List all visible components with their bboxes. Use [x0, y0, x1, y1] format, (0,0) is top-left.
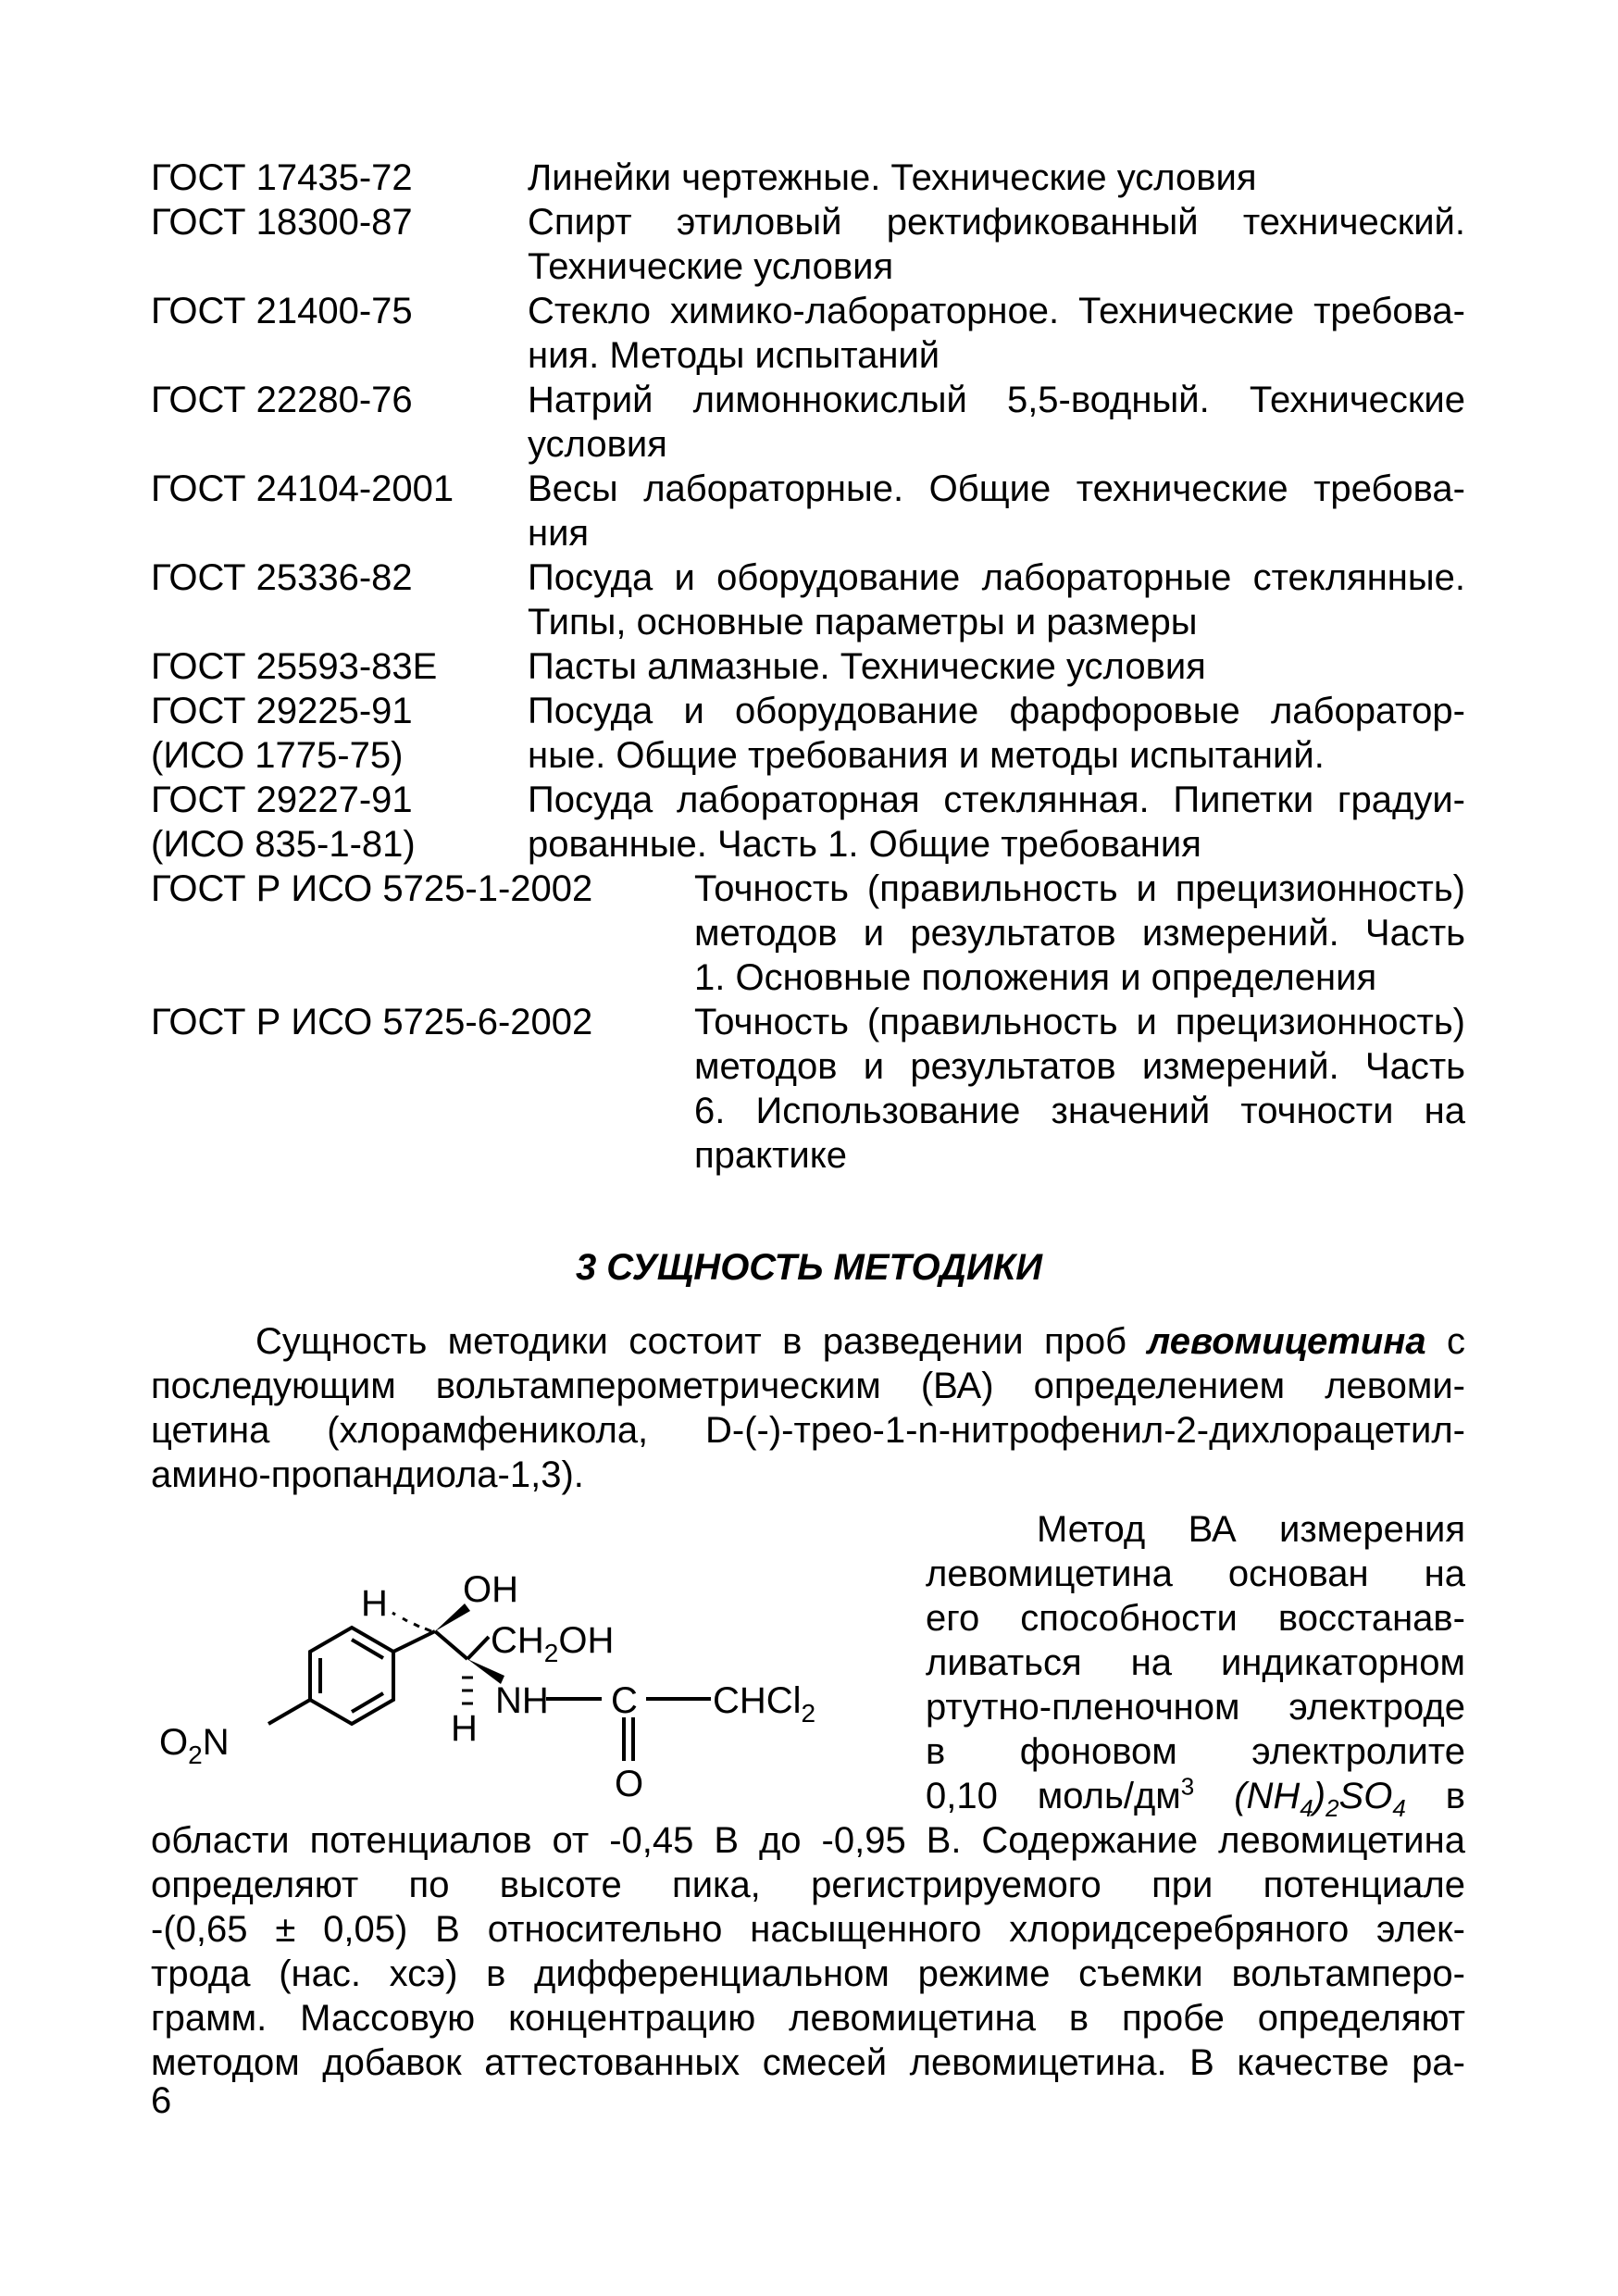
side-line-7: 0,10 моль/$дм^3$ $(NH_4)_2SO_4$ в [926, 1772, 1465, 1822]
benzene-ring [310, 1628, 393, 1724]
o2n-label: $O_2N$ [159, 1722, 230, 1769]
standard-code-line: ГОСТ 18300-87 [151, 202, 413, 243]
side-line-5: ртутно-пленочном электроде [926, 1687, 1465, 1728]
intro-paragraph [151, 1319, 1465, 1497]
standard-code-line: (ИСО 835-1-81) [151, 824, 416, 865]
standard-code-line: ГОСТ 24104-2001 [151, 468, 454, 509]
side-line-1: Метод ВА измерения [1037, 1509, 1465, 1550]
standard-row [151, 378, 1465, 467]
ch2oh-label: $CH_2OH$ [491, 1620, 615, 1667]
standard-code [151, 200, 413, 244]
standard-description [694, 1000, 1465, 1178]
method-side-text [926, 1507, 1465, 1822]
standard-code [151, 156, 413, 200]
body-line: -(0,65 ± 0,05) В относительно насыщенного хлоридсеребряного элек- [151, 1909, 1465, 1950]
body-line: области потенциалов от -0,45 В до -0,95 В. Содержание левомицетина [151, 1820, 1465, 1861]
standard-description [528, 200, 1465, 289]
standard-row [151, 644, 1465, 689]
standard-code-line: ГОСТ 29225-91 [151, 691, 413, 731]
intro-line-4: амино-пропандиола-1,3). [151, 1454, 584, 1495]
standard-code [151, 555, 413, 600]
standard-row [151, 467, 1465, 555]
standard-code-line: (ИСО 1775-75) [151, 735, 404, 776]
standard-description [528, 289, 1465, 378]
side-line-2: левомицетина основан на [926, 1554, 1465, 1594]
standard-code-line: ГОСТ 25593-83Е [151, 646, 438, 687]
standard-code [151, 1000, 592, 1044]
bonds [268, 1631, 711, 1761]
nh-label: NH [495, 1680, 549, 1721]
standard-row [151, 200, 1465, 289]
standard-code-line: ГОСТ 29227-91 [151, 780, 413, 820]
standard-description-line: ные. Общие требования и методы испытаний. [528, 735, 1325, 776]
standard-description-line: Весы лабораторные. Общие технические требова- [528, 468, 1465, 509]
standard-row [151, 555, 1465, 644]
side-line-3: его способности восстанав- [926, 1598, 1465, 1639]
standard-description-line: 1. Основные положения и определения [694, 957, 1377, 998]
standard-description-line: Стекло химико-лабораторное. Технические требова- [528, 291, 1465, 331]
side-line-6: в фоновом электролите [926, 1731, 1465, 1772]
standard-description-line: Точность (правильность и прецизионность) [694, 1002, 1465, 1042]
standard-code [151, 778, 416, 867]
standard-description-line: Посуда и оборудование фарфоровые лаборатор- [528, 691, 1465, 731]
standard-description [528, 778, 1465, 867]
standard-description-line: практике [694, 1135, 847, 1176]
standard-description [528, 689, 1465, 778]
standard-description-line: методов и результатов измерений. Часть [694, 1046, 1465, 1087]
standard-description [528, 156, 1465, 200]
standard-description-line: Посуда лабораторная стеклянная. Пипетки градуи- [528, 780, 1465, 820]
c-label: C [611, 1680, 638, 1721]
intro-line-1: Сущность методики состоит в разведении проб левомицетина с [255, 1321, 1465, 1362]
oh-label: OH [463, 1569, 518, 1610]
standard-code [151, 644, 437, 689]
standard-description-line: условия [528, 424, 667, 465]
standard-row [151, 156, 1465, 200]
section-title: 3 СУЩНОСТЬ МЕТОДИКИ [575, 1247, 1043, 1288]
standard-code-line: ГОСТ 17435-72 [151, 157, 413, 198]
standard-description-line: Натрий лимоннокислый 5,5-водный. Технические [528, 380, 1465, 420]
standard-row [151, 778, 1465, 867]
method-paragraph [151, 1818, 1465, 2085]
standard-row [151, 867, 1465, 1000]
standard-description [528, 467, 1465, 555]
standard-code [151, 689, 413, 778]
standard-description-line: Пасты алмазные. Технические условия [528, 646, 1206, 687]
standard-description [528, 378, 1465, 467]
body-line: методом добавок аттестованных смесей левомицетина. В качестве ра- [151, 2042, 1465, 2083]
hashed-bonds [392, 1613, 473, 1703]
h-bottom-label: H [451, 1708, 478, 1749]
standard-code [151, 289, 413, 333]
standards-list [151, 156, 1465, 1178]
standard-code [151, 378, 413, 422]
standard-description-line: Точность (правильность и прецизионность) [694, 868, 1465, 909]
intro-line-3: цетина (хлорамфеникола, D-(-)-трео-1-n-нитрофенил-2-дихлорацетил- [151, 1410, 1465, 1451]
standard-row [151, 289, 1465, 378]
page-number: 6 [151, 2080, 172, 2121]
substance-name: левомицетина [1147, 1321, 1426, 1362]
body-line: грамм. Массовую концентрацию левомицетина в пробе определяют [151, 1998, 1465, 2039]
standard-description-line: рованные. Часть 1. Общие требования [528, 824, 1201, 865]
standard-description-line: ния. Методы испытаний [528, 335, 940, 376]
body-line: трода (нас. хсэ) в дифференциальном режиме съемки вольтамперо- [151, 1953, 1465, 1994]
standard-description [528, 644, 1465, 689]
body-line: определяют по высоте пика, регистрируемого при потенциале [151, 1865, 1465, 1905]
standard-row [151, 1000, 1465, 1178]
side-line-4: ливаться на индикаторном [926, 1642, 1465, 1683]
standard-description-line: Спирт этиловый ректификованный технический. [528, 202, 1465, 243]
chloramphenicol-structure [139, 1518, 916, 1815]
standard-description-line: 6. Использование значений точности на [694, 1091, 1465, 1131]
standard-code-line: ГОСТ 25336-82 [151, 557, 413, 598]
standard-description [528, 555, 1465, 644]
standard-code-line: ГОСТ 21400-75 [151, 291, 413, 331]
electrolyte-formula: $(NH_4)_2SO_4$ [1234, 1776, 1406, 1822]
standard-row [151, 689, 1465, 778]
standard-code-line: ГОСТ Р ИСО 5725-6-2002 [151, 1002, 593, 1042]
standard-description [694, 867, 1465, 1000]
standard-description-line: методов и результатов измерений. Часть [694, 913, 1465, 954]
standard-description-line: Типы, основные параметры и размеры [528, 602, 1198, 643]
o-label: O [615, 1764, 644, 1804]
chcl2-label: CHCl$_2$ [713, 1680, 816, 1728]
standard-description-line: Линейки чертежные. Технические условия [528, 157, 1257, 198]
standard-code-line: ГОСТ Р ИСО 5725-1-2002 [151, 868, 593, 909]
standard-code-line: ГОСТ 22280-76 [151, 380, 413, 420]
intro-line-2: последующим вольтамперометрическим (ВА) определением левоми- [151, 1366, 1465, 1406]
standard-description-line: Технические условия [528, 246, 894, 287]
standard-code [151, 867, 592, 911]
h-top-label: H [361, 1583, 388, 1624]
standard-description-line: ния [528, 513, 590, 554]
standard-description-line: Посуда и оборудование лабораторные стеклянные. [528, 557, 1465, 598]
standard-code [151, 467, 454, 511]
